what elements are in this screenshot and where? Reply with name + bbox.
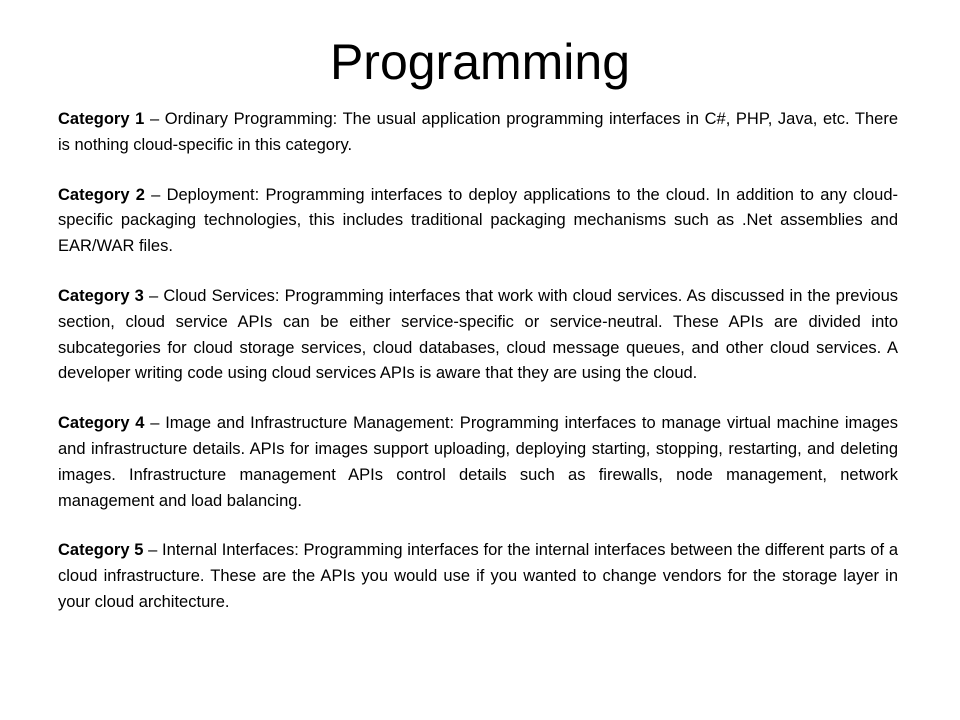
category-1-text: – Ordinary Programming: The usual application programming interfaces in C#, PHP, Java, etc. There is nothing cloud-specific in this category.: [58, 110, 898, 154]
category-4-text: – Image and Infrastructure Management: Programming interfaces to manage virtual machine images and infrastructure details. APIs for images support uploading, deploying starting, stopping, restarting, and deleting images. Infrastructure management APIs control details such as firewalls, node management, network management and load balancing.: [58, 414, 899, 510]
slide-body: [58, 107, 898, 640]
category-5-paragraph: [58, 538, 898, 615]
slide-title: Programming: [329, 34, 631, 90]
category-2-text: – Deployment: Programming interfaces to deploy applications to the cloud. In addition to any cloud-specific packaging technologies, this includes traditional packaging mechanisms such as .Net assemblies and EAR/WAR files.: [58, 185, 898, 256]
category-3-label: Category 3: [58, 286, 144, 305]
category-4-label: Category 4: [58, 414, 145, 433]
category-5-label: Category 5: [58, 541, 144, 560]
category-1-label: Category 1: [58, 110, 145, 128]
category-1-paragraph: [58, 107, 898, 159]
category-4-paragraph: [58, 411, 898, 514]
category-5-text: – Internal Interfaces: Programming interfaces for the internal interfaces between the different parts of a cloud infrastructure. These are the APIs you would use if you wanted to change vendors for the storage layer in your cloud architecture.: [58, 541, 899, 611]
category-3-paragraph: [58, 284, 898, 387]
category-2-label: Category 2: [58, 185, 145, 204]
category-3-text: – Cloud Services: Programming interfaces that work with cloud services. As discussed in the previous section, cloud service APIs can be either service-specific or service-neutral. These APIs are divided into subcategories for cloud storage services, cloud databases, cloud message queues, and other cloud services. A developer writing code using cloud services APIs is aware that they are using the cloud.: [58, 286, 899, 383]
category-2-paragraph: [58, 183, 898, 260]
